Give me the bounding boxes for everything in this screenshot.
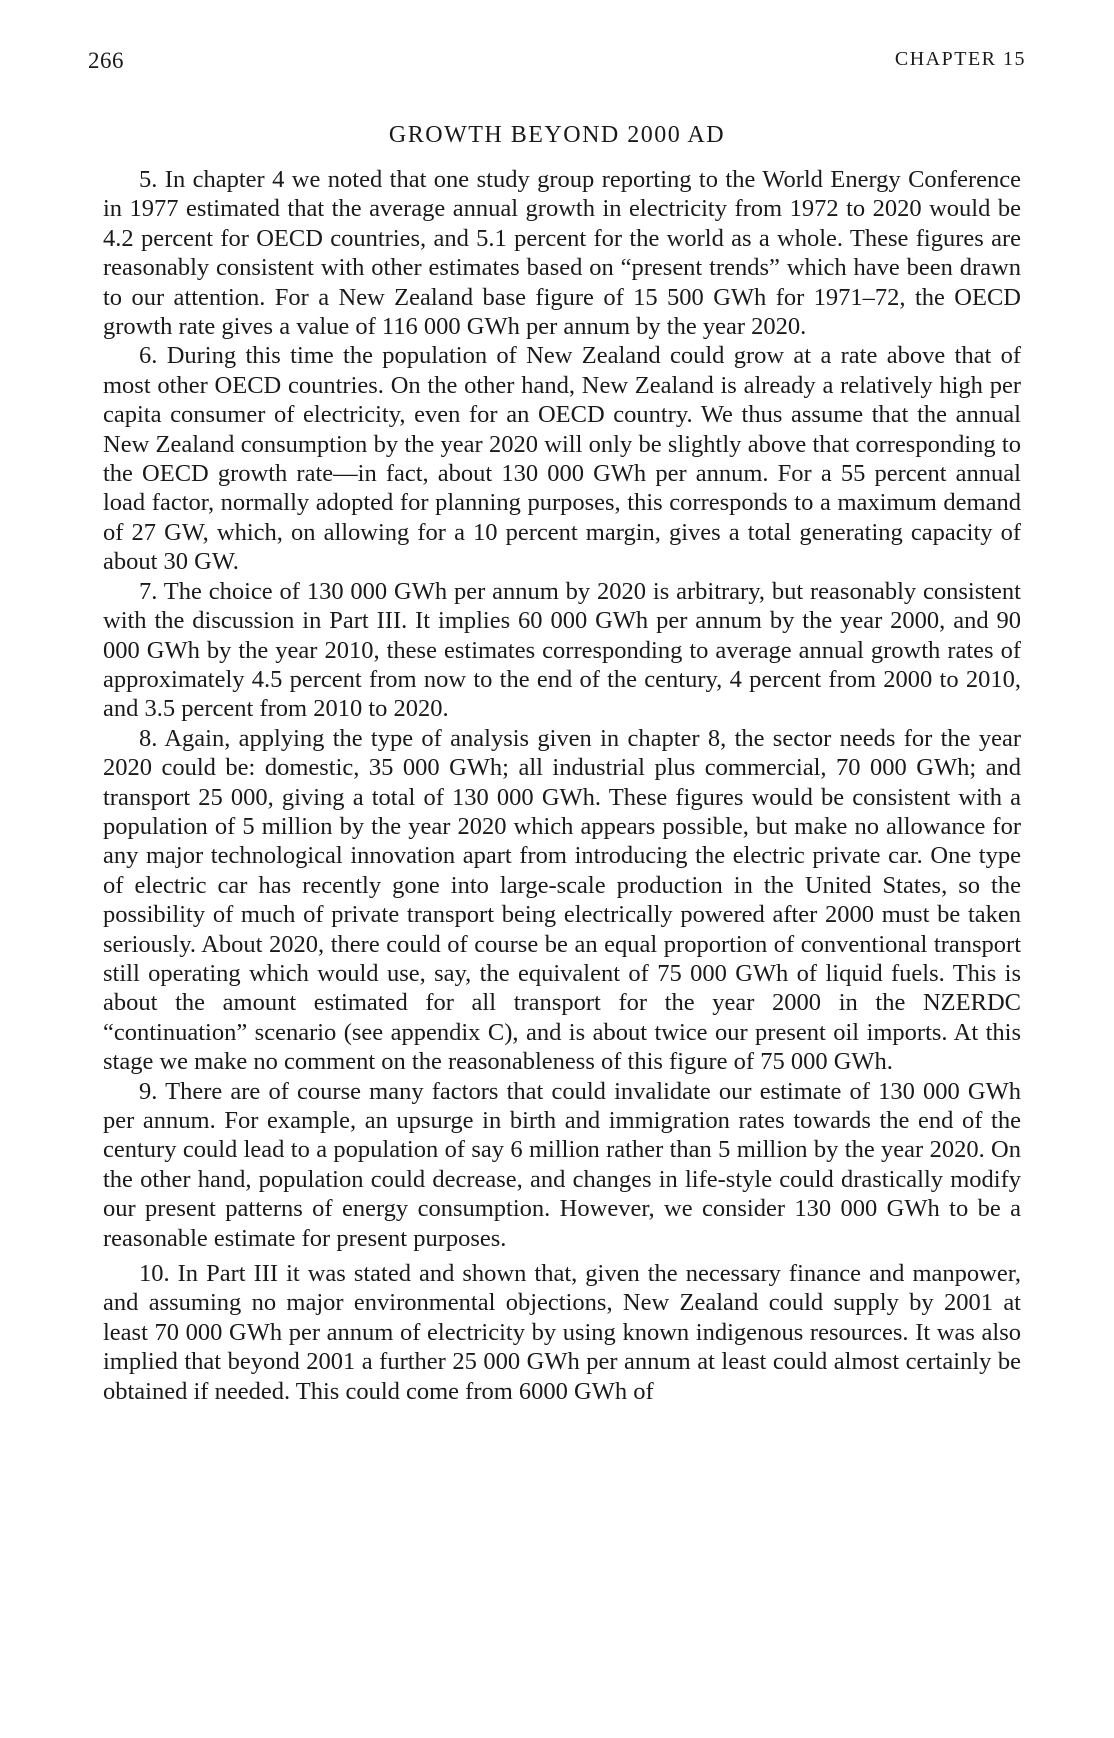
running-head [88,48,1026,88]
page-number: 266 [88,48,124,73]
paragraph-9: 9. There are of course many factors that could invalidate our estimate of 130 000 GWh per annum. For example, an upsurge in birth and immigration rates towards the end of the century could lead to a population of say 6 million rather than 5 million by the year 2020. On the other hand, population could decrease, and changes in life-style could drastically modify our present patterns of energy consumption. However, we consider 130 000 GWh to be a reasonable estimate for present purposes. [103,1077,1021,1252]
paragraph-6: 6. During this time the population of New Zealand could grow at a rate above that of most other OECD countries. On the other hand, New Zealand is already a relatively high per capita consumer of electricity, even for an OECD country. We thus assume that the annual New Zealand consumption by the year 2020 will only be slightly above that corresponding to the OECD growth rate—in fact, about 130 000 GWh per annum. For a 55 percent annual load factor, normally adopted for planning purposes, this corresponds to a maximum demand of 27 GW, which, on allowing for a 10 percent margin, gives a total generating capacity of about 30 GW. [103,342,1021,576]
paragraph-8: 8. Again, applying the type of analysis given in chapter 8, the sector needs for the year 2020 could be: domestic, 35 000 GWh; all industrial plus commercial, 70 000 GWh; and transport 25 000, giving a total of 130 000 GWh. These figures would be consistent with a population of 5 million by the year 2020 which appears possible, but make no allowance for any major technological innovation apart from introducing the electric private car. One type of electric car has recently gone into large-scale production in the United States, so the possibility of much of private transport being electrically powered after 2000 must be taken seriously. About 2020, there could of course be an equal proportion of conventional transport still operating which would use, say, the equivalent of 75 000 GWh of liquid fuels. This is about the amount estimated for all transport for the year 2000 in the NZERDC “continuation” scenario (see appendix C), and is about twice our present oil imports. At this stage we make no comment on the reasonableness of this figure of 75 000 GWh. [103,724,1021,1076]
chapter-label: CHAPTER 15 [894,48,1026,70]
paragraph-7: 7. The choice of 130 000 GWh per annum by 2020 is arbitrary, but reasonably consistent with the discussion in Part III. It implies 60 000 GWh per annum by the year 2000, and 90 000 GWh by the year 2010, these estimates corresponding to average annual growth rates of approximately 4.5 percent from now to the end of the century, 4 percent from 2000 to 2010, and 3.5 percent from 2010 to 2020. [103,577,1021,723]
body-text [103,165,1021,1406]
paragraph-5: 5. In chapter 4 we noted that one study group reporting to the World Energy Conference in 1977 estimated that the average annual growth in electricity from 1972 to 2020 would be 4.2 percent for OECD countries, and 5.1 percent for the world as a whole. These figures are reasonably consistent with other estimates based on “present trends” which have been drawn to our attention. For a New Zealand base figure of 15 500 GWh for 1971–72, the OECD growth rate gives a value of 116 000 GWh per annum by the year 2020. [103,166,1021,341]
section-title: GROWTH BEYOND 2000 AD [388,122,726,148]
paragraph-10: 10. In Part III it was stated and shown that, given the necessary finance and manpower, and assuming no major environmental objections, New Zealand could supply by 2001 at least 70 000 GWh per annum of electricity by using known indigenous resources. It was also implied that beyond 2001 a further 25 000 GWh per annum at least could almost certainly be obtained if needed. This could come from 6000 GWh of [103,1260,1021,1405]
